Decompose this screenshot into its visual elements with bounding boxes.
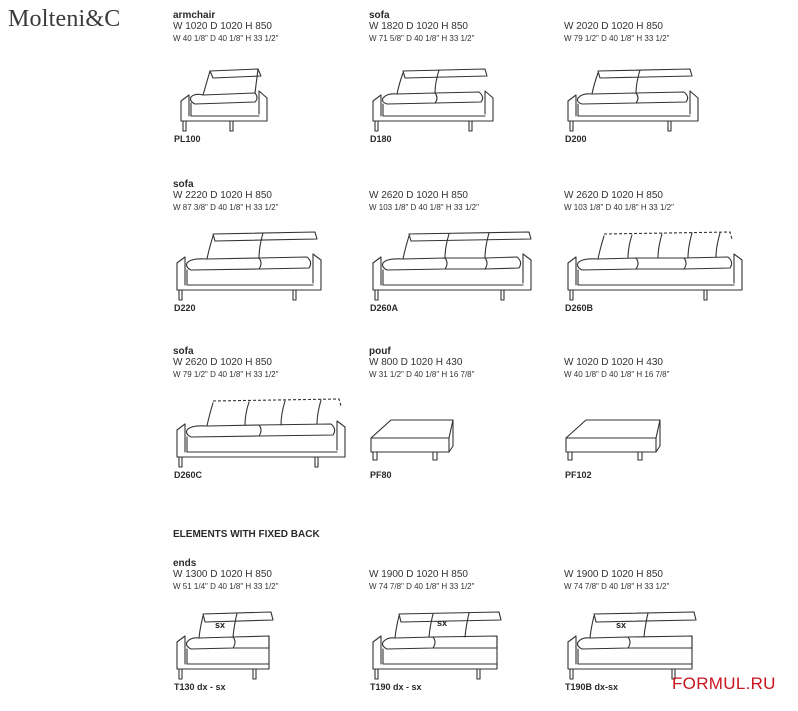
category-label: sofa bbox=[173, 346, 194, 357]
product-sofa-d260b bbox=[564, 179, 764, 329]
product-code: D260A bbox=[370, 303, 399, 313]
product-armchair-pl100 bbox=[173, 10, 373, 160]
end-sofa-sketch bbox=[173, 606, 293, 690]
dims-imperial: W 87 3/8" D 40 1/8" H 33 1/2" bbox=[173, 203, 279, 212]
sketch-label: sx bbox=[215, 620, 226, 630]
dims-metric: W 1020 D 1020 H 430 bbox=[564, 357, 663, 368]
product-code: D220 bbox=[174, 303, 196, 313]
dims-imperial: W 71 5/8" D 40 1/8" H 33 1/2" bbox=[369, 34, 475, 43]
category-label: armchair bbox=[173, 10, 216, 21]
sofa-sketch bbox=[173, 394, 353, 478]
product-sofa-d260a bbox=[369, 179, 569, 329]
product-sofa-d180 bbox=[369, 10, 569, 160]
dims-metric: W 1020 D 1020 H 850 bbox=[173, 21, 272, 32]
end-sofa-sketch bbox=[369, 606, 509, 690]
sketch-label: sx bbox=[437, 618, 448, 628]
product-sofa-d260c bbox=[173, 346, 373, 496]
dims-metric: W 2220 D 1020 H 850 bbox=[173, 190, 272, 201]
product-pouf-pf80 bbox=[369, 346, 569, 496]
sofa-sketch bbox=[564, 58, 714, 142]
product-code: T130 dx - sx bbox=[174, 682, 226, 692]
dims-imperial: W 31 1/2" D 40 1/8" H 16 7/8" bbox=[369, 370, 475, 379]
dims-imperial: W 79 1/2" D 40 1/8" H 33 1/2" bbox=[564, 34, 670, 43]
product-sofa-d200 bbox=[564, 10, 764, 160]
category-label: sofa bbox=[173, 179, 194, 190]
dims-imperial: W 40 1/8" D 40 1/8" H 16 7/8" bbox=[564, 370, 670, 379]
dims-imperial: W 103 1/8" D 40 1/8" H 33 1/2" bbox=[564, 203, 674, 212]
sofa-sketch bbox=[173, 227, 333, 311]
dims-metric: W 2620 D 1020 H 850 bbox=[369, 190, 468, 201]
dims-metric: W 1900 D 1020 H 850 bbox=[369, 569, 468, 580]
product-code: D260B bbox=[565, 303, 594, 313]
dims-imperial: W 74 7/8" D 40 1/8" H 33 1/2" bbox=[369, 582, 475, 591]
pouf-sketch bbox=[564, 394, 674, 478]
sketch-label: sx bbox=[616, 620, 627, 630]
product-code: D180 bbox=[370, 134, 392, 144]
dims-imperial: W 103 1/8" D 40 1/8" H 33 1/2" bbox=[369, 203, 479, 212]
dims-imperial: W 40 1/8" D 40 1/8" H 33 1/2" bbox=[173, 34, 279, 43]
dims-metric: W 800 D 1020 H 430 bbox=[369, 357, 463, 368]
product-sofa-d220 bbox=[173, 179, 373, 329]
product-code: D260C bbox=[174, 470, 203, 480]
dims-metric: W 1900 D 1020 H 850 bbox=[564, 569, 663, 580]
category-label bbox=[564, 346, 764, 357]
product-end-t130 bbox=[173, 558, 373, 708]
product-code: D200 bbox=[565, 134, 587, 144]
dims-imperial: W 51 1/4" D 40 1/8" H 33 1/2" bbox=[173, 582, 279, 591]
section-heading: ELEMENTS WITH FIXED BACK bbox=[173, 529, 320, 540]
category-label: ends bbox=[173, 558, 197, 569]
category-label bbox=[369, 558, 569, 569]
product-pouf-pf102 bbox=[564, 346, 764, 496]
product-code: PL100 bbox=[174, 134, 201, 144]
armchair-sketch bbox=[173, 58, 283, 142]
watermark: FORMUL.RU bbox=[672, 674, 776, 693]
category-label bbox=[564, 179, 764, 190]
dims-metric: W 2020 D 1020 H 850 bbox=[564, 21, 663, 32]
sofa-sketch bbox=[369, 58, 509, 142]
sofa-sketch bbox=[369, 227, 544, 311]
category-label: pouf bbox=[369, 346, 391, 357]
sofa-sketch bbox=[564, 227, 749, 311]
category-label: sofa bbox=[369, 10, 390, 21]
category-label bbox=[564, 10, 764, 21]
dims-metric: W 1820 D 1020 H 850 bbox=[369, 21, 468, 32]
category-label bbox=[369, 179, 569, 190]
dims-metric: W 2620 D 1020 H 850 bbox=[173, 357, 272, 368]
product-code: PF102 bbox=[565, 470, 592, 480]
product-end-t190 bbox=[369, 558, 569, 708]
product-code: PF80 bbox=[370, 470, 392, 480]
brand-logo: Molteni&C bbox=[8, 6, 121, 32]
product-code: T190 dx - sx bbox=[370, 682, 422, 692]
dims-imperial: W 74 7/8" D 40 1/8" H 33 1/2" bbox=[564, 582, 670, 591]
pouf-sketch bbox=[369, 394, 469, 478]
category-label bbox=[564, 558, 764, 569]
product-code: T190B dx-sx bbox=[565, 682, 619, 692]
dims-metric: W 2620 D 1020 H 850 bbox=[564, 190, 663, 201]
dims-imperial: W 79 1/2" D 40 1/8" H 33 1/2" bbox=[173, 370, 279, 379]
dims-metric: W 1300 D 1020 H 850 bbox=[173, 569, 272, 580]
